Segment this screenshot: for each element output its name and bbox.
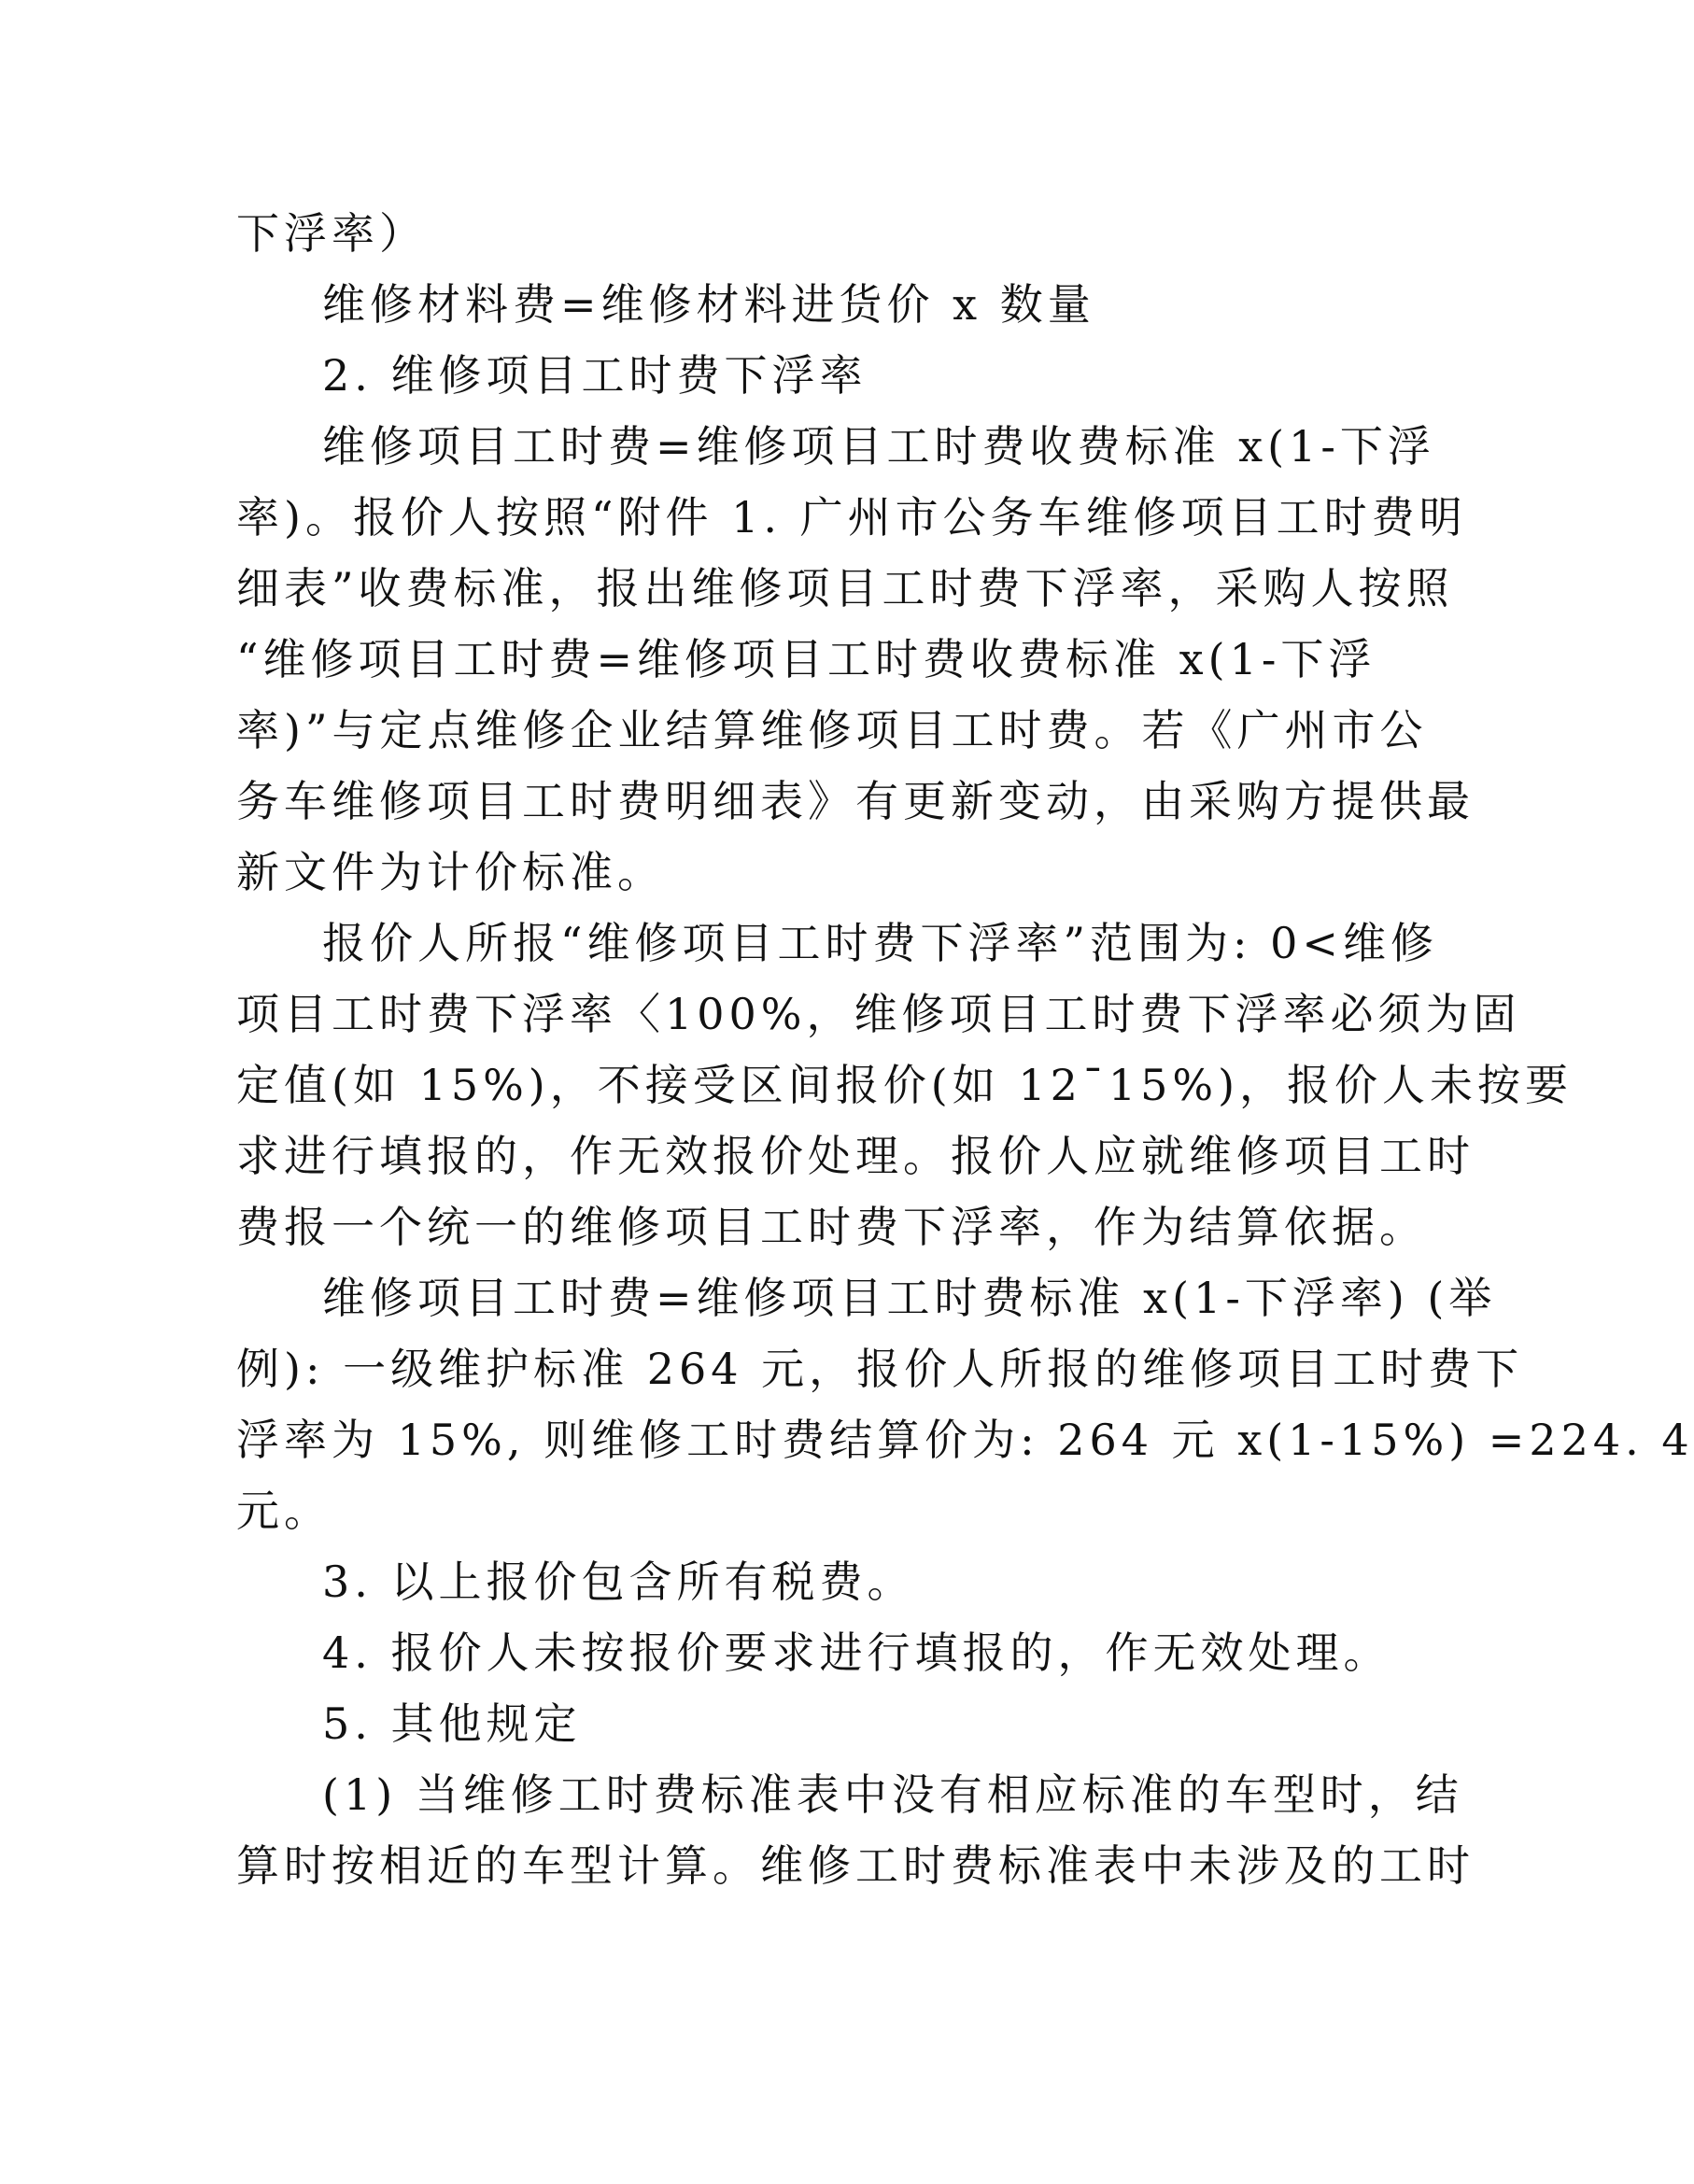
text-line-14: 求进行填报的，作无效报价处理。报价人应就维修项目工时 bbox=[236, 1131, 1475, 1181]
text-line-5: 率)。报价人按照“附件 1. 广州市公务车维修项目工时费明 bbox=[236, 492, 1467, 542]
text-line-18: 浮率为 15%, 则维修工时费结算价为: 264 元 x(1-15%) =224. 4 bbox=[236, 1415, 1694, 1465]
text-line-22: 5. 其他规定 bbox=[322, 1698, 582, 1749]
text-line-20: 3. 以上报价包含所有税费。 bbox=[322, 1557, 915, 1607]
text-line-4: 维修项目工时费=维修项目工时费收费标准 x(1-下浮 bbox=[322, 421, 1435, 472]
text-line-21: 4. 报价人未按报价要求进行填报的，作无效处理。 bbox=[322, 1627, 1391, 1678]
text-line-6: 细表”收费标准，报出维修项目工时费下浮率，采购人按照 bbox=[236, 563, 1454, 613]
text-line-11: 报价人所报“维修项目工时费下浮率”范围为: 0<维修 bbox=[322, 918, 1438, 968]
document-body bbox=[236, 198, 1694, 1901]
text-line-24: 算时按相近的车型计算。维修工时费标准表中未涉及的工时 bbox=[236, 1840, 1475, 1891]
text-line-1: 下浮率） bbox=[236, 208, 427, 259]
text-line-2: 维修材料费=维修材料进货价 x 数量 bbox=[322, 279, 1095, 330]
text-line-7: “维修项目工时费=维修项目工时费收费标准 x(1-下浮 bbox=[236, 634, 1376, 684]
text-line-12: 项目工时费下浮率〈100%，维修项目工时费下浮率必须为固 bbox=[236, 989, 1521, 1039]
text-line-23: (1) 当维修工时费标准表中没有相应标准的车型时，结 bbox=[322, 1769, 1463, 1820]
text-line-16: 维修项目工时费=维修项目工时费标准 x(1-下浮率) (举 bbox=[322, 1273, 1497, 1323]
text-line-17: 例): 一级维护标准 264 元，报价人所报的维修项目工时费下 bbox=[236, 1344, 1524, 1394]
text-line-8: 率)”与定点维修企业结算维修项目工时费。若《广州市公 bbox=[236, 705, 1428, 755]
text-line-10: 新文件为计价标准。 bbox=[236, 847, 665, 897]
text-line-19: 元。 bbox=[236, 1486, 332, 1536]
text-line-13: 定值(如 15%)，不接受区间报价(如 12¯15%)，报价人未按要 bbox=[236, 1060, 1574, 1110]
text-line-3: 2. 维修项目工时费下浮率 bbox=[322, 350, 868, 401]
text-line-15: 费报一个统一的维修项目工时费下浮率，作为结算依据。 bbox=[236, 1202, 1427, 1252]
text-line-9: 务车维修项目工时费明细表》有更新变动，由采购方提供最 bbox=[236, 776, 1475, 826]
